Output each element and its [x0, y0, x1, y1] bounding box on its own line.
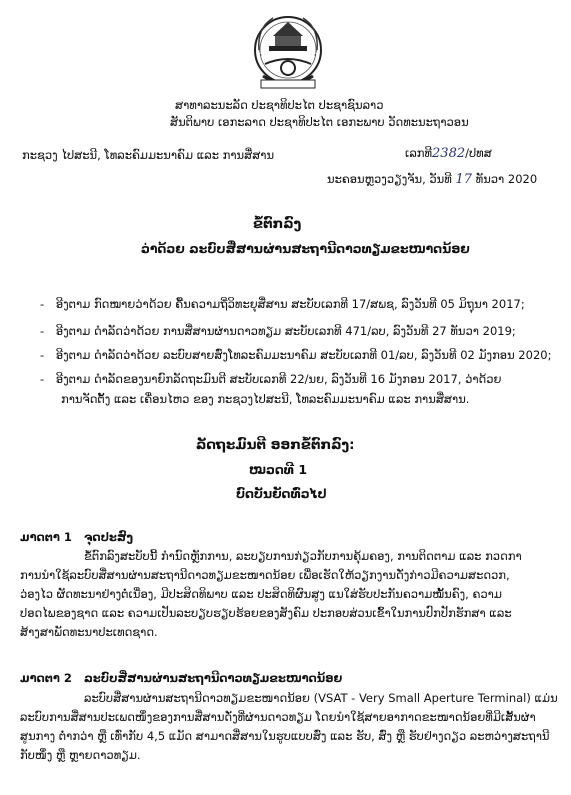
reference-item-continuation: ການຈັດຕັ້ງ ແລະ ເຄື່ອນໄຫວ ຂອງ ກະຊວງໄປສະນີ, ໂທລະຄົມມະນາຄົມ ແລະ ການສື່ສານ.	[61, 392, 470, 406]
article-2-heading: ລະບົບສື່ສານຜ່ານສະຖານີດາວທຽມຂະໜາດນ້ອຍ	[84, 671, 343, 685]
article-1-heading: ຈຸດປະສົງ	[84, 530, 133, 544]
reference-item: - ອີງຕາມ ກົດໝາຍວ່າດ້ວຍ ຄື້ນຄວາມຖີ່ວິທະຍຸສື່ສານ ສະບັບເລກທີ 17/ສພຊ, ລົງວັນທີ 05 ມິຖຸນາ 2017;	[40, 297, 525, 311]
reference-item: - ອີງຕາມ ດຳລັດຂອງນາຍົກລັດຖະມົນຕີ ສະບັບເລກທີ 22/ນຍ, ລົງວັນທີ 16 ມັງກອນ 2017, ວ່າດ້ວຍ	[40, 372, 502, 386]
chapter-number: ໝວດທີ 1	[249, 462, 308, 477]
date-handwritten-day: 17	[455, 172, 472, 187]
ministry-name: ກະຊວງ ໄປສະນີ, ໂທລະຄົມມະນາຄົມ ແລະ ການສື່ສານ	[22, 148, 275, 162]
document-title: ຂໍ້ຕົກລົງ	[253, 216, 302, 232]
document-subtitle: ວ່າດ້ວຍ ລະບົບສື່ສານຜ່ານສະຖານີດາວທຽມຂະໜາດນ້ອຍ	[141, 241, 470, 256]
date-suffix: ທັນວາ 2020	[475, 172, 538, 186]
date-prefix: ນະຄອນຫຼວງວຽງຈັນ, ວັນທີ	[327, 172, 452, 186]
lao-national-emblem-icon	[251, 6, 325, 96]
doc-number-handwritten: 2382	[432, 146, 466, 161]
motto-line: ສັນຕິພາບ ເອກະລາດ ປະຊາທິປະໄຕ ເອກະພາບ ວັດທະນະຖາວອນ	[170, 115, 469, 129]
document-number	[405, 146, 492, 161]
doc-number-prefix: ເລກທີ	[405, 146, 433, 160]
reference-item: - ອີງຕາມ ດຳລັດວ່າດ້ວຍ ລະບົບສາຍສົ່ງໂທລະຄົມມະນາຄົມ ສະບັບເລກທີ 01/ລບ, ລົງວັນທີ 02 ມັງກອນ 2020;	[40, 348, 552, 362]
date-line	[327, 172, 537, 187]
minister-heading: ລັດຖະມົນຕີ ອອກຂໍ້ຕົກລົງ:	[196, 437, 355, 453]
article-1-label: ມາດຕາ 1	[20, 530, 72, 544]
article-2-label: ມາດຕາ 2	[20, 671, 72, 685]
article-1-body: ຂໍ້ຕົກລົງສະບັບນີ້ ກຳນົດຫຼັກການ, ລະບຽບການກ່ຽວກັບການຄຸ້ມຄອງ, ການຕິດຕາມ ແລະ ກວດກາ ການນຳໃຊ້ລະບົບສື່ສານຜ່ານສະຖານີດາວທຽມຂະໜາດນ້ອຍ ເພື່ອເຮັດໃຫ້ວຽກງານດັ່ງກ່າວມີຄວາມສະດວກ, ວ່ອງໄວ ຜັດທະນາຢ່າງຕໍ່ເນື່ອງ, ມີປະສິດທິພາບ ແລະ ປະສິດທິຜົນສູງ ແນໃສ່ຮັບປະກັນຄວາມໝັ້ນຄົງ, ຄວາມ ປອດໄພຂອງຊາດ ແລະ ຄວາມເປັນລະບຽບຮຽບຮ້ອຍຂອງສັງຄົມ ປະກອບສ່ວນເຂົ້າໃນການປົກປັກຮັກສາ ແລະ ສ້າງສາພັດທະນາປະເທດຊາດ.	[20, 549, 522, 639]
republic-line: ສາທາລະນະລັດ ປະຊາທິປະໄຕ ປະຊາຊົນລາວ	[175, 98, 384, 112]
article-2-body: ລະບົບສື່ສານຜ່ານສະຖານີດາວທຽມຂະໜາດນ້ອຍ (VSAT - Very Small Aperture Terminal) ແມ່ນ ລະບົບການສື່ສານປະເພດໜຶ່ງຂອງການສື່ສານດັ່ງທີ່ຜ່ານດາວທຽມ ໂດຍນຳໃຊ້ສາຍອາກາດຂະໜາດນ້ອຍທີ່ມີເສັ້ນຜ່າ ສູນກາງ ຕ່ຳກວ່າ ຫຼື ເທົ່າກັບ 4,5 ແມັດ ສາມາດສື່ສານໃນຮູບແບບສົ່ງ ແລະ ຮັບ, ສົ່ງ ຫຼື ຮັບຢ່າງດຽວ ລະຫວ່າງສະຖານີ ກັບໜຶ່ງ ຫຼື ຫຼາຍດາວທຽມ.	[20, 691, 558, 762]
reference-item: - ອີງຕາມ ດຳລັດວ່າດ້ວຍ ການສື່ສານຜ່ານດາວທຽມ ສະບັບເລກທີ 471/ລບ, ລົງວັນທີ 27 ທັນວາ 2019;	[40, 324, 516, 338]
doc-number-suffix: /ປທສ	[465, 146, 492, 160]
chapter-title: ບົດບັນຍັດທົ່ວໄປ	[236, 486, 327, 501]
